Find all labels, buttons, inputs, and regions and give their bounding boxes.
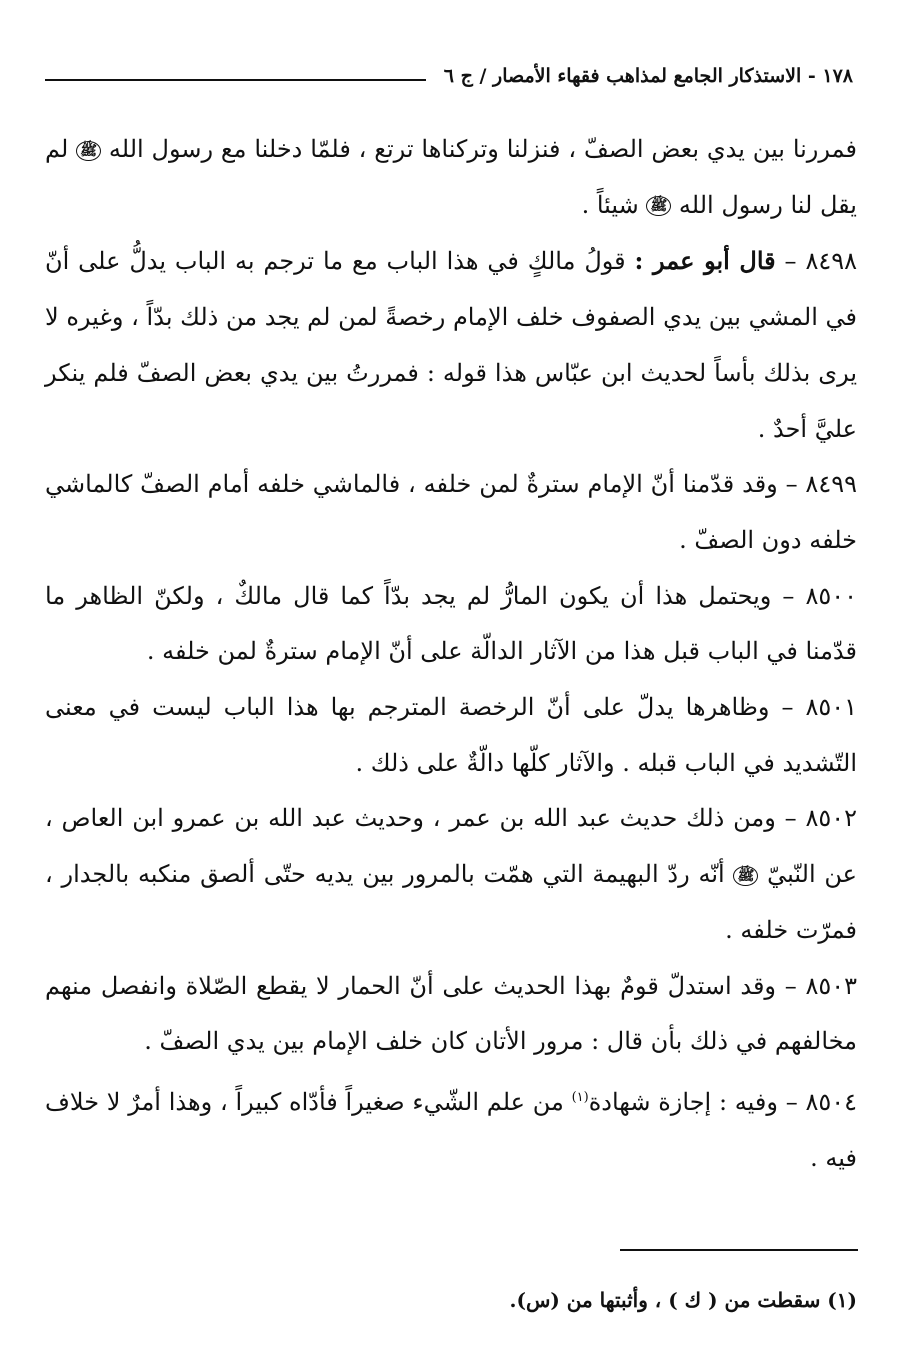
honorific-glyph: ﷺ	[646, 196, 671, 216]
paragraph-text: شيئاً .	[581, 190, 647, 219]
paragraph-text: وقد استدلّ قومٌ بهذا الحديث على أنّ الحمار لا يقطع الصّلاة وانفصل منهم مخالفهم في ذلك بأن قال : مرور الأتان كان خلف الإمام بين يدي الصفّ .	[45, 971, 857, 1056]
paragraph-text: لم يقل لنا رسول الله	[45, 135, 857, 219]
honorific-glyph: ﷺ	[76, 141, 101, 161]
paragraph-text: وظاهرها يدلّ على أنّ الرخصة المترجم بها هذا الباب ليست في معنى التّشديد في الباب قبله . والآثار كلّها دالّةٌ على ذلك .	[45, 693, 857, 777]
paragraph-number: ٨٥٠٤	[805, 1087, 857, 1116]
paragraph-text: قولُ مالكٍ في هذا الباب مع ما ترجم به الباب يدلُّ على أنّ في المشي بين يدي الصفوف خلف الإمام رخصةً لمن لم يجد من ذلك بدّاً ، وغيره لا يرى بذلك بأساً لحديث ابن عبّاس هذا قوله : فمررتُ بين يدي بعض الصفّ فلم ينكر عليَّ أحدٌ .	[45, 247, 857, 443]
paragraph: ٨٤٩٨ – قال أبو عمر : قولُ مالكٍ في هذا الباب مع ما ترجم به الباب يدلُّ على أنّ في المشي بين يدي الصفوف خلف الإمام رخصةً لمن لم يجد من ذلك بدّاً ، وغيره لا يرى بذلك بأساً لحديث ابن عبّاس هذا قوله : فمررتُ بين يدي بعض الصفّ فلم ينكر عليَّ أحدٌ .	[45, 246, 857, 443]
paragraph-text: وقد قدّمنا أنّ الإمام سترةٌ لمن خلفه ، فالماشي خلفه أمام الصفّ كالماشي خلفه دون الصفّ .	[45, 470, 857, 554]
paragraph-text: أنّه ردّ البهيمة التي همّت بالمرور بين يديه حتّى ألصق منكبه بالجدار ، فمرّت خلفه .	[45, 860, 857, 944]
honorific-glyph: ﷺ	[733, 866, 758, 886]
paragraph: ٨٥٠٣ – وقد استدلّ قومٌ بهذا الحديث على أنّ الحمار لا يقطع الصّلاة وانفصل منهم مخالفهم في ذلك بأن قال : مرور الأتان كان خلف الإمام بين يدي الصفّ .	[45, 971, 858, 1056]
main-text	[45, 122, 857, 1186]
running-header	[45, 58, 853, 94]
paragraph-lead: قال أبو عمر :	[634, 246, 776, 276]
footnote: (١) سقطت من ( ك ) ، وأثبتها من (س).	[509, 1288, 857, 1312]
header-rule	[45, 79, 426, 81]
paragraph-number: ٨٥٠٠	[805, 581, 857, 610]
paragraph-number: ٨٤٩٨	[805, 247, 857, 276]
paragraph: ٨٥٠٢ – ومن ذلك حديث عبد الله بن عمر ، وحديث عبد الله بن عمرو ابن العاص ، عن النّبيّ ﷺ أنّه ردّ البهيمة التي همّت بالمرور بين يديه حتّى ألصق منكبه بالجدار ، فمرّت خلفه .	[45, 804, 857, 944]
paragraph-text: ومن ذلك حديث عبد الله بن عمر ، وحديث عبد الله بن عمرو ابن العاص ، عن النّبيّ	[45, 804, 857, 889]
footnote-ref: (١)	[571, 1089, 589, 1105]
paragraph: ٨٥٠٠ – ويحتمل هذا أن يكون المارُّ لم يجد بدّاً كما قال مالكٌ ، ولكنّ الظاهر ما قدّمنا في الباب قبل هذا من الآثار الدالّة على أنّ الإمام سترةٌ لمن خلفه .	[45, 581, 857, 666]
paragraph-number: ٨٥٠٣	[805, 971, 858, 1000]
paragraph: ٨٥٠١ – وظاهرها يدلّ على أنّ الرخصة المترجم بها هذا الباب ليست في معنى التّشديد في الباب قبله . والآثار كلّها دالّةٌ على ذلك .	[45, 693, 858, 777]
paragraph-number: ٨٥٠١	[805, 693, 858, 722]
paragraph: ٨٥٠٤ – وفيه : إجازة شهادة$^{(١)}$ من علم الشّيء صغيراً فأدّاه كبيراً ، وهذا أمرٌ لا خلاف فيه .	[45, 1087, 857, 1172]
paragraph	[45, 122, 857, 233]
page-title: ١٧٨ - الاستذكار الجامع لمذاهب فقهاء الأمصار / ج ٦	[443, 65, 853, 87]
paragraph-number: ٨٤٩٩	[805, 470, 857, 499]
paragraph-text: وفيه : إجازة شهادة	[588, 1087, 778, 1116]
paragraph-text: فمررنا بين يدي بعض الصفّ ، فنزلنا وتركناها ترتع ، فلمّا دخلنا مع رسول الله	[101, 135, 857, 163]
paragraph-number: ٨٥٠٢	[805, 804, 857, 833]
paragraph-text: ويحتمل هذا أن يكون المارُّ لم يجد بدّاً كما قال مالكٌ ، ولكنّ الظاهر ما قدّمنا في الباب قبل هذا من الآثار الدالّة على أنّ الإمام سترةٌ لمن خلفه .	[45, 581, 857, 666]
paragraph-text: من علم الشّيء صغيراً فأدّاه كبيراً ، وهذا أمرٌ لا خلاف فيه .	[45, 1087, 857, 1172]
footnote-divider	[620, 1249, 858, 1251]
paragraph: ٨٤٩٩ – وقد قدّمنا أنّ الإمام سترةٌ لمن خلفه ، فالماشي خلفه أمام الصفّ كالماشي خلفه دون الصفّ .	[45, 470, 857, 554]
